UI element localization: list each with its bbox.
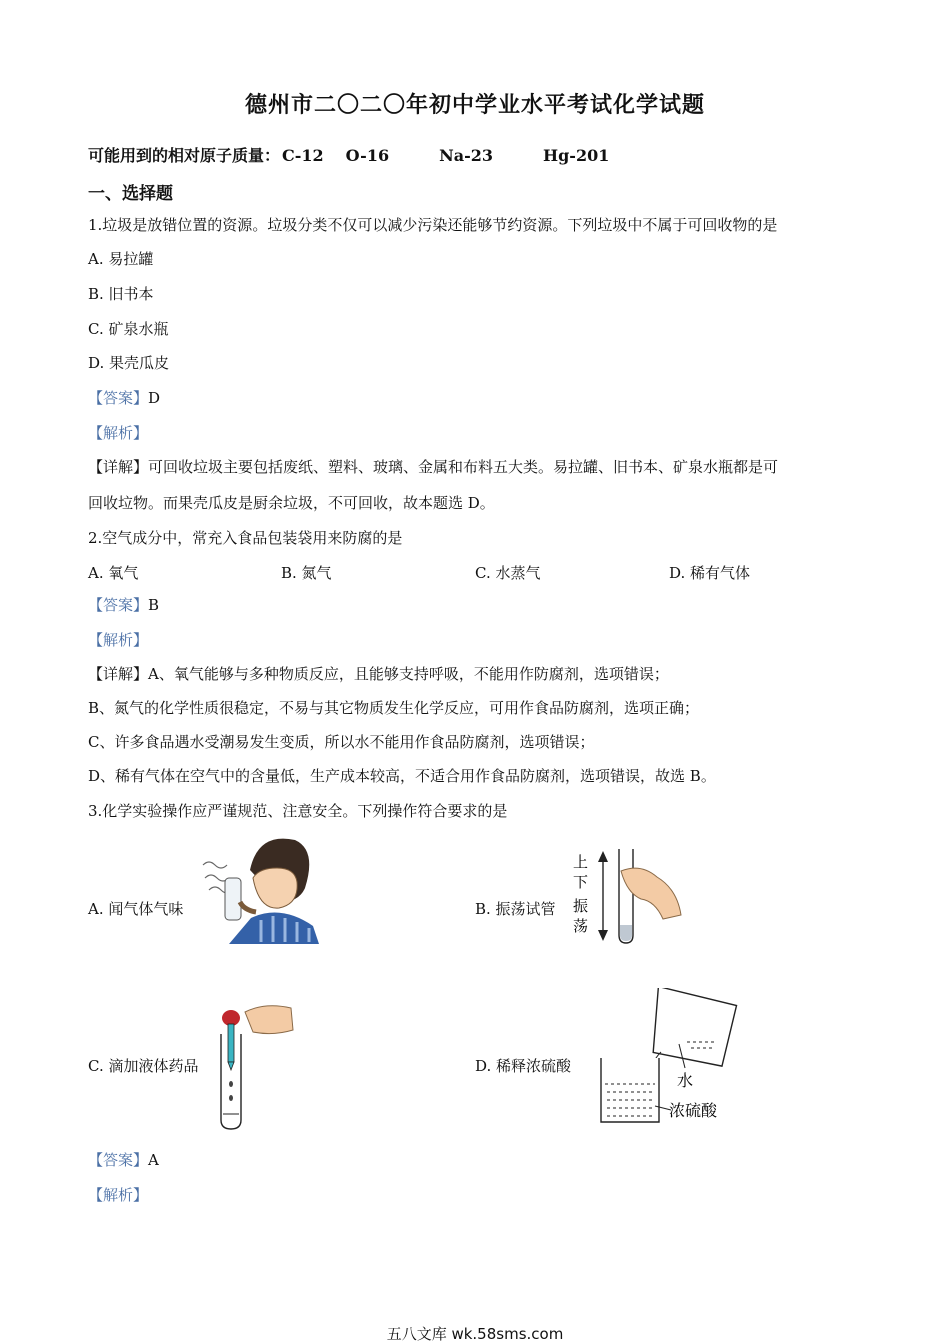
q2-option-c: C. 水蒸气 xyxy=(475,564,541,582)
beaker xyxy=(601,1058,659,1122)
answer-tag: 【答案】 xyxy=(88,1151,149,1169)
q2-analysis-tag: 【解析】 xyxy=(88,631,149,649)
face xyxy=(253,868,297,908)
figure-dilute-acid xyxy=(595,988,740,1130)
footer-watermark: 五八文库 wk.58sms.com xyxy=(386,1325,564,1343)
q2-answer xyxy=(88,594,159,615)
answer-value: B xyxy=(148,596,160,614)
answer-tag: 【答案】 xyxy=(88,596,149,614)
q2-detail-line-3: C、许多食品遇水受潮易发生变质，所以水不能用作食品防腐剂，选项错误； xyxy=(88,733,595,751)
atomic-masses-label: 可能用到的相对原子质量： xyxy=(88,146,281,165)
answer-tag: 【答案】 xyxy=(88,389,149,407)
label-char: 上 xyxy=(573,853,589,871)
q1-detail-line-1 xyxy=(88,456,778,477)
hand xyxy=(245,1006,293,1034)
mass-item: C-12 xyxy=(282,146,324,165)
label-char: 振 xyxy=(573,897,589,915)
acid-label: 浓硫酸 xyxy=(669,1101,718,1120)
mass-item: Hg-201 xyxy=(543,146,610,165)
q2-option-b: B. 氮气 xyxy=(281,564,332,582)
q1-option-a: A. 易拉罐 xyxy=(88,250,154,268)
q1-answer xyxy=(88,387,160,408)
gas-bottle xyxy=(225,878,241,920)
arm xyxy=(240,902,256,912)
q2-option-d: D. 稀有气体 xyxy=(669,564,751,582)
q3-option-d: D. 稀释浓硫酸 xyxy=(475,1057,572,1075)
q1-option-d: D. 果壳瓜皮 xyxy=(88,354,170,372)
q1-stem: 1.垃圾是放错位置的资源。垃圾分类不仅可以减少污染还能够节约资源。下列垃圾中不属于可回收物的是 xyxy=(88,216,778,234)
figure-dropper xyxy=(205,1000,295,1132)
pouring-beaker xyxy=(649,988,738,1067)
q1-analysis-tag: 【解析】 xyxy=(88,424,149,442)
q2-detail-line-2: B、氮气的化学性质很稳定，不易与其它物质发生化学反应，可用作食品防腐剂，选项正确； xyxy=(88,699,700,717)
detail-tag: 【详解】 xyxy=(88,458,149,476)
water-label: 水 xyxy=(677,1071,694,1090)
page-title: 德州市二〇二〇年初中学业水平考试化学试题 xyxy=(244,92,705,118)
q3-option-a: A. 闻气体气味 xyxy=(88,900,184,918)
dropper-tube xyxy=(228,1024,234,1062)
arrow-up xyxy=(598,851,608,862)
dropper-tip xyxy=(228,1062,234,1070)
section-title: 一、选择题 xyxy=(88,184,173,204)
tube-liquid xyxy=(620,925,632,941)
detail-text: 可回收垃圾主要包括废纸、塑料、玻璃、金属和布料五大类。易拉罐、旧书本、矿泉水瓶都是可 xyxy=(148,458,779,476)
q2-detail-line-4: D、稀有气体在空气中的含量低，生产成本较高，不适合用作食品防腐剂，选项错误，故选 B。 xyxy=(88,767,716,785)
detail-text: A、氧气能够与多种物质反应，且能够支持呼吸，不能用作防腐剂，选项错误； xyxy=(148,665,669,683)
q2-detail-line-1 xyxy=(88,663,669,684)
label-char: 下 xyxy=(573,873,589,891)
q3-analysis-tag: 【解析】 xyxy=(88,1186,149,1204)
q3-option-b: B. 振荡试管 xyxy=(475,900,556,918)
droplet xyxy=(229,1095,233,1101)
q2-stem: 2.空气成分中，常充入食品包装袋用来防腐的是 xyxy=(88,529,403,547)
q3-option-c: C. 滴加液体药品 xyxy=(88,1057,199,1075)
q3-answer xyxy=(88,1149,159,1170)
q1-detail-line-2: 回收垃物。而果壳瓜皮是厨余垃圾，不可回收，故本题选 D。 xyxy=(88,494,495,512)
answer-value: D xyxy=(148,389,161,407)
atomic-masses xyxy=(88,143,609,166)
fume-line xyxy=(203,862,227,868)
figure-shake-tube xyxy=(565,845,685,945)
q1-option-b: B. 旧书本 xyxy=(88,285,154,303)
q3-stem: 3.化学实验操作应严谨规范、注意安全。下列操作符合要求的是 xyxy=(88,802,508,820)
answer-value: A xyxy=(148,1151,159,1169)
mass-item: Na-23 xyxy=(439,146,493,165)
q1-option-c: C. 矿泉水瓶 xyxy=(88,320,169,338)
droplet xyxy=(229,1081,233,1087)
detail-tag: 【详解】 xyxy=(88,665,149,683)
q2-option-a: A. 氧气 xyxy=(88,564,139,582)
label-char: 荡 xyxy=(573,917,589,935)
mass-item: O-16 xyxy=(345,146,390,165)
dropper-bulb xyxy=(222,1010,240,1026)
arrow-down xyxy=(598,930,608,941)
figure-smell-gas xyxy=(195,830,320,945)
